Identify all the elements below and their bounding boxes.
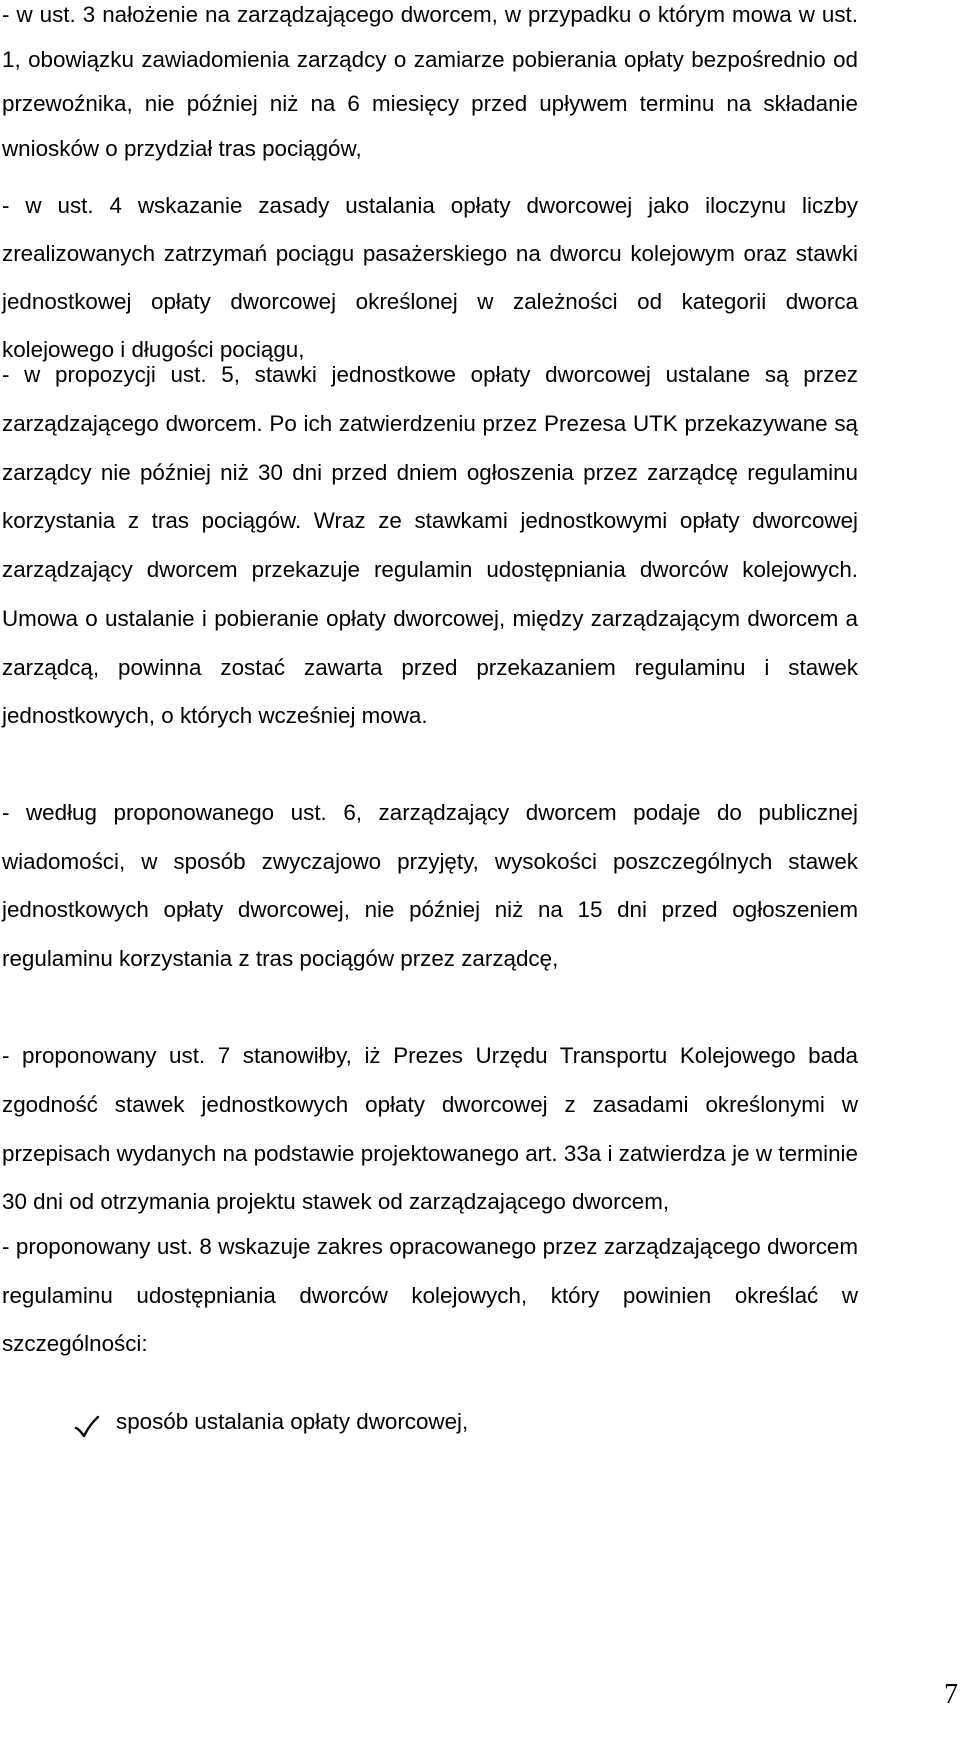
checklist-item-text: sposób ustalania opłaty dworcowej,	[116, 1409, 469, 1434]
checklist-item	[74, 1398, 468, 1446]
paragraph-ust-8: - proponowany ust. 8 wskazuje zakres opracowanego przez zarządzającego dworcem regulaminu udostępniania dworców kolejowych, który powinien określać w szczególności:	[2, 1234, 858, 1356]
paragraph-ust-5: - w propozycji ust. 5, stawki jednostkowe opłaty dworcowej ustalane są przez zarządzającego dworcem. Po ich zatwierdzeniu przez Prezesa UTK przekazywane są zarządcy nie później niż 30 dni przed dniem ogłoszenia przez zarządcę regulaminu korzystania z tras pociągów. Wraz ze stawkami jednostkowymi opłaty dworcowej zarządzający dworcem przekazuje regulamin udostępniania dworców kolejowych. Umowa o ustalanie i pobieranie opłaty dworcowej, między zarządzającym dworcem a zarządcą, powinna zostać zawarta przed przekazaniem regulaminu i stawek jednostkowych, o których wcześniej mowa.	[2, 362, 858, 729]
paragraph-ust-7: - proponowany ust. 7 stanowiłby, iż Prezes Urzędu Transportu Kolejowego bada zgodność stawek jednostkowych opłaty dworcowej z zasadami określonymi w przepisach wydanych na podstawie projektowanego art. 33a i zatwierdza je w terminie 30 dni od otrzymania projektu stawek od zarządzającego dworcem,	[2, 1043, 858, 1215]
paragraph-ust-6: - według proponowanego ust. 6, zarządzający dworcem podaje do publicznej wiadomości, w sposób zwyczajowo przyjęty, wysokości poszczególnych stawek jednostkowych opłaty dworcowej, nie później niż na 15 dni przed ogłoszeniem regulaminu korzystania z tras pociągów przez zarządcę,	[2, 800, 858, 972]
paragraph-ust-4: - w ust. 4 wskazanie zasady ustalania opłaty dworcowej jako iloczynu liczby zrealizowanych zatrzymań pociągu pasażerskiego na dworcu kolejowym oraz stawki jednostkowej opłaty dworcowej określonej w zależności od kategorii dworca kolejowego i długości pociągu,	[2, 193, 858, 362]
paragraph-ust-3: - w ust. 3 nałożenie na zarządzającego dworcem, w przypadku o którym mowa w ust. 1, obowiązku zawiadomienia zarządcy o zamiarze pobierania opłaty bezpośrednio od przewoźnika, nie później niż na 6 miesięcy przed upływem terminu na składanie wniosków o przydział tras pociągów,	[2, 2, 858, 161]
page-number: 7	[944, 1679, 958, 1710]
checkmark-icon	[74, 1409, 100, 1435]
